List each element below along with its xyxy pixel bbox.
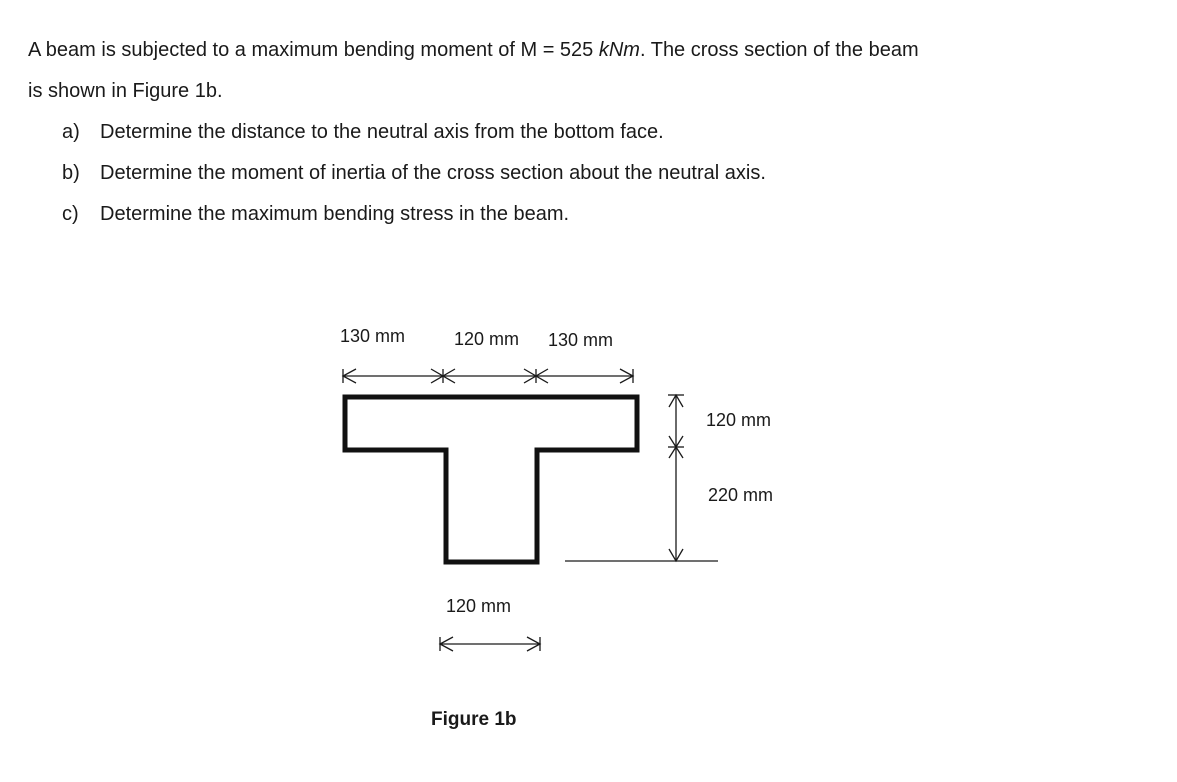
intro-prefix: A beam is subjected to a maximum bending moment of M = 525 (28, 39, 599, 61)
part-letter: a) (62, 121, 80, 143)
part-text: Determine the distance to the neutral axis from the bottom face. (100, 121, 664, 143)
web-width-dimension-line (440, 637, 540, 651)
flange-right-width-label: 130 mm (548, 330, 614, 350)
part-letter: b) (62, 162, 80, 184)
top-dimension-line (343, 369, 633, 383)
web-width-bottom-label: 120 mm (446, 596, 512, 616)
part-text: Determine the moment of inertia of the cross section about the neutral axis. (100, 162, 766, 184)
web-width-top-label: 120 mm (454, 329, 520, 349)
web-height-label: 220 mm (708, 485, 774, 505)
problem-intro-line-2: is shown in Figure 1b. (28, 80, 223, 102)
flange-left-width-label: 130 mm (340, 326, 406, 346)
figure-caption: Figure 1b (431, 709, 517, 730)
intro-suffix: . The cross section of the beam (639, 39, 919, 61)
vertical-dimension-line (668, 395, 684, 561)
flange-thickness-label: 120 mm (706, 410, 772, 430)
part-text: Determine the maximum bending stress in the beam. (100, 203, 570, 225)
t-section-outline (345, 397, 637, 562)
part-letter: c) (62, 203, 79, 225)
moment-unit: kNm (598, 39, 640, 61)
